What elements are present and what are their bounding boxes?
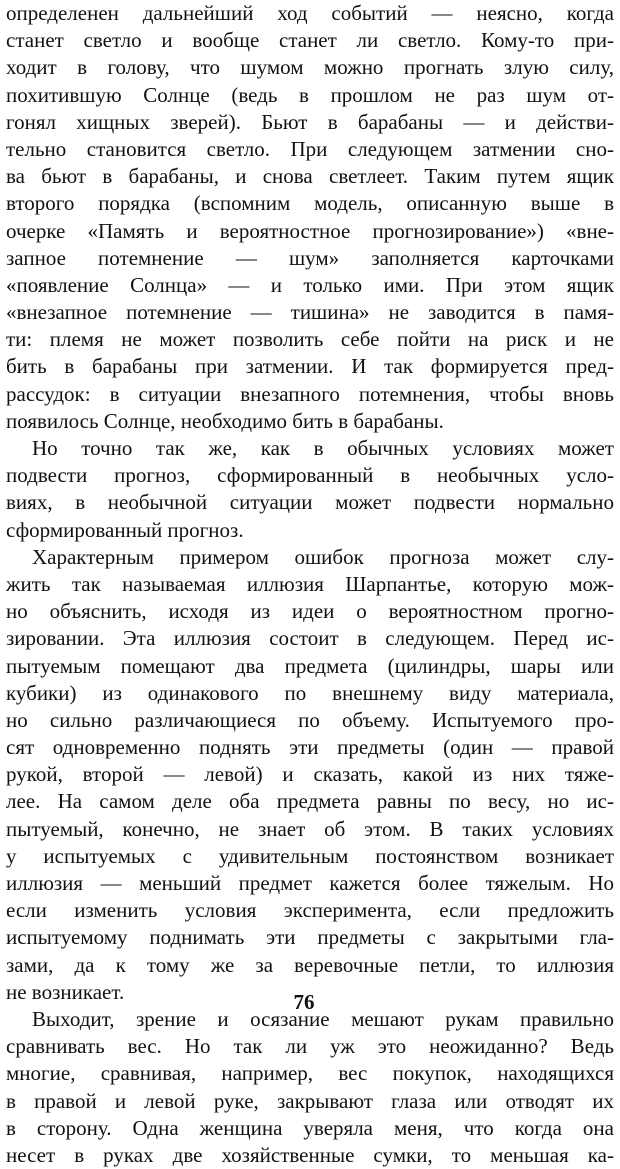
text-line: но сильно различающиеся по объему. Испытуемого про- [6,707,614,732]
text-line: Выходит, зрение и осязание мешают рукам правильно [32,1006,614,1031]
book-page [6,0,614,1167]
text-line: виях, в необычной ситуации может подвести нормально [6,490,614,515]
text-line: иллюзия — меньший предмет кажется более тяжелым. Но [6,871,614,895]
text-line: рукой, второй — левой) и сказать, какой из них тяже- [6,762,614,787]
text-line: в правой и левой руке, закрывают глаза или отводят их [6,1088,614,1113]
text-line: лее. На самом деле оба предмета равны по весу, но ис- [6,789,614,814]
text-line: в сторону. Одна женщина уверяла меня, что когда она [6,1115,614,1140]
text-line: тельно становится светло. При следующем затмении сно- [6,136,614,161]
text-line: не возникает. [6,979,125,1004]
text-line: гонял хищных зверей). Бьют в барабаны — и действи- [6,109,614,134]
text-line: Но точно так же, как в обычных условиях может [32,436,614,460]
text-line: «внезапное потемнение — тишина» не заводится в памя- [6,300,614,325]
text-line: Характерным примером ошибок прогноза может слу- [32,544,614,569]
text-line: ти: племя не может позволить себе пойти на риск и не [6,327,614,352]
text-line: подвести прогноз, сформированный в необычных усло- [6,463,614,488]
text-line: пытуемым помещают два предмета (цилиндры, шары или [6,653,614,678]
text-line: определенен дальнейший ход событий — неясно, когда [6,1,614,25]
text-line: второго порядка (вспомним модель, описанную выше в [6,191,614,216]
text-line: у испытуемых с удивительным постоянством возникает [6,843,614,868]
text-line: сравнивать вес. Но так ли уж это неожиданно? Ведь [6,1034,614,1059]
text-line: похитившую Солнце (ведь в прошлом не раз шум от- [6,82,614,107]
text-line: появилось Солнце, необходимо бить в барабаны. [6,408,444,433]
text-line: бить в барабаны при затмении. И так формируется пред- [6,354,614,379]
text-line: ва бьют в барабаны, и снова светлеет. Таким путем ящик [6,164,614,189]
text-line: но объяснить, исходя из идеи о вероятностном прогно- [6,599,614,624]
page-number: 76 [293,990,315,1014]
text-line: очерке «Память и вероятностное прогнозирование») «вне- [6,218,614,243]
text-line: если изменить условия эксперимента, если предложить [6,898,614,923]
text-line: сят одновременно поднять эти предметы (один — правой [6,735,614,760]
text-line: многие, сравнивая, например, вес покупок, находящихся [6,1061,614,1086]
text-line: «появление Солнца» — и только ими. При этом ящик [6,272,614,297]
text-line: запное потемнение — шум» заполняется карточками [6,245,614,270]
text-line: ходит в голову, что шумом можно прогнать злую силу, [6,55,614,80]
text-line: жить так называемая иллюзия Шарпантье, которую мож- [6,571,614,596]
text-line: сформированный прогноз. [6,517,244,542]
text-line: несет в руках две хозяйственные сумки, то меньшая ка- [6,1142,614,1167]
text-line: пытуемый, конечно, не знает об этом. В таких условиях [6,816,614,841]
text-line: зами, да к тому же за веревочные петли, то иллюзия [6,952,614,977]
text-line: зировании. Эта иллюзия состоит в следующем. Перед ис- [6,626,614,651]
text-line: рассудок: в ситуации внезапного потемнения, чтобы вновь [6,381,614,406]
text-line: испытуемому поднимать эти предметы с закрытыми гла- [6,925,614,950]
text-line: кубики) из одинакового по внешнему виду материала, [6,680,614,705]
text-line: станет светло и вообще станет ли светло. Кому-то при- [6,28,614,53]
